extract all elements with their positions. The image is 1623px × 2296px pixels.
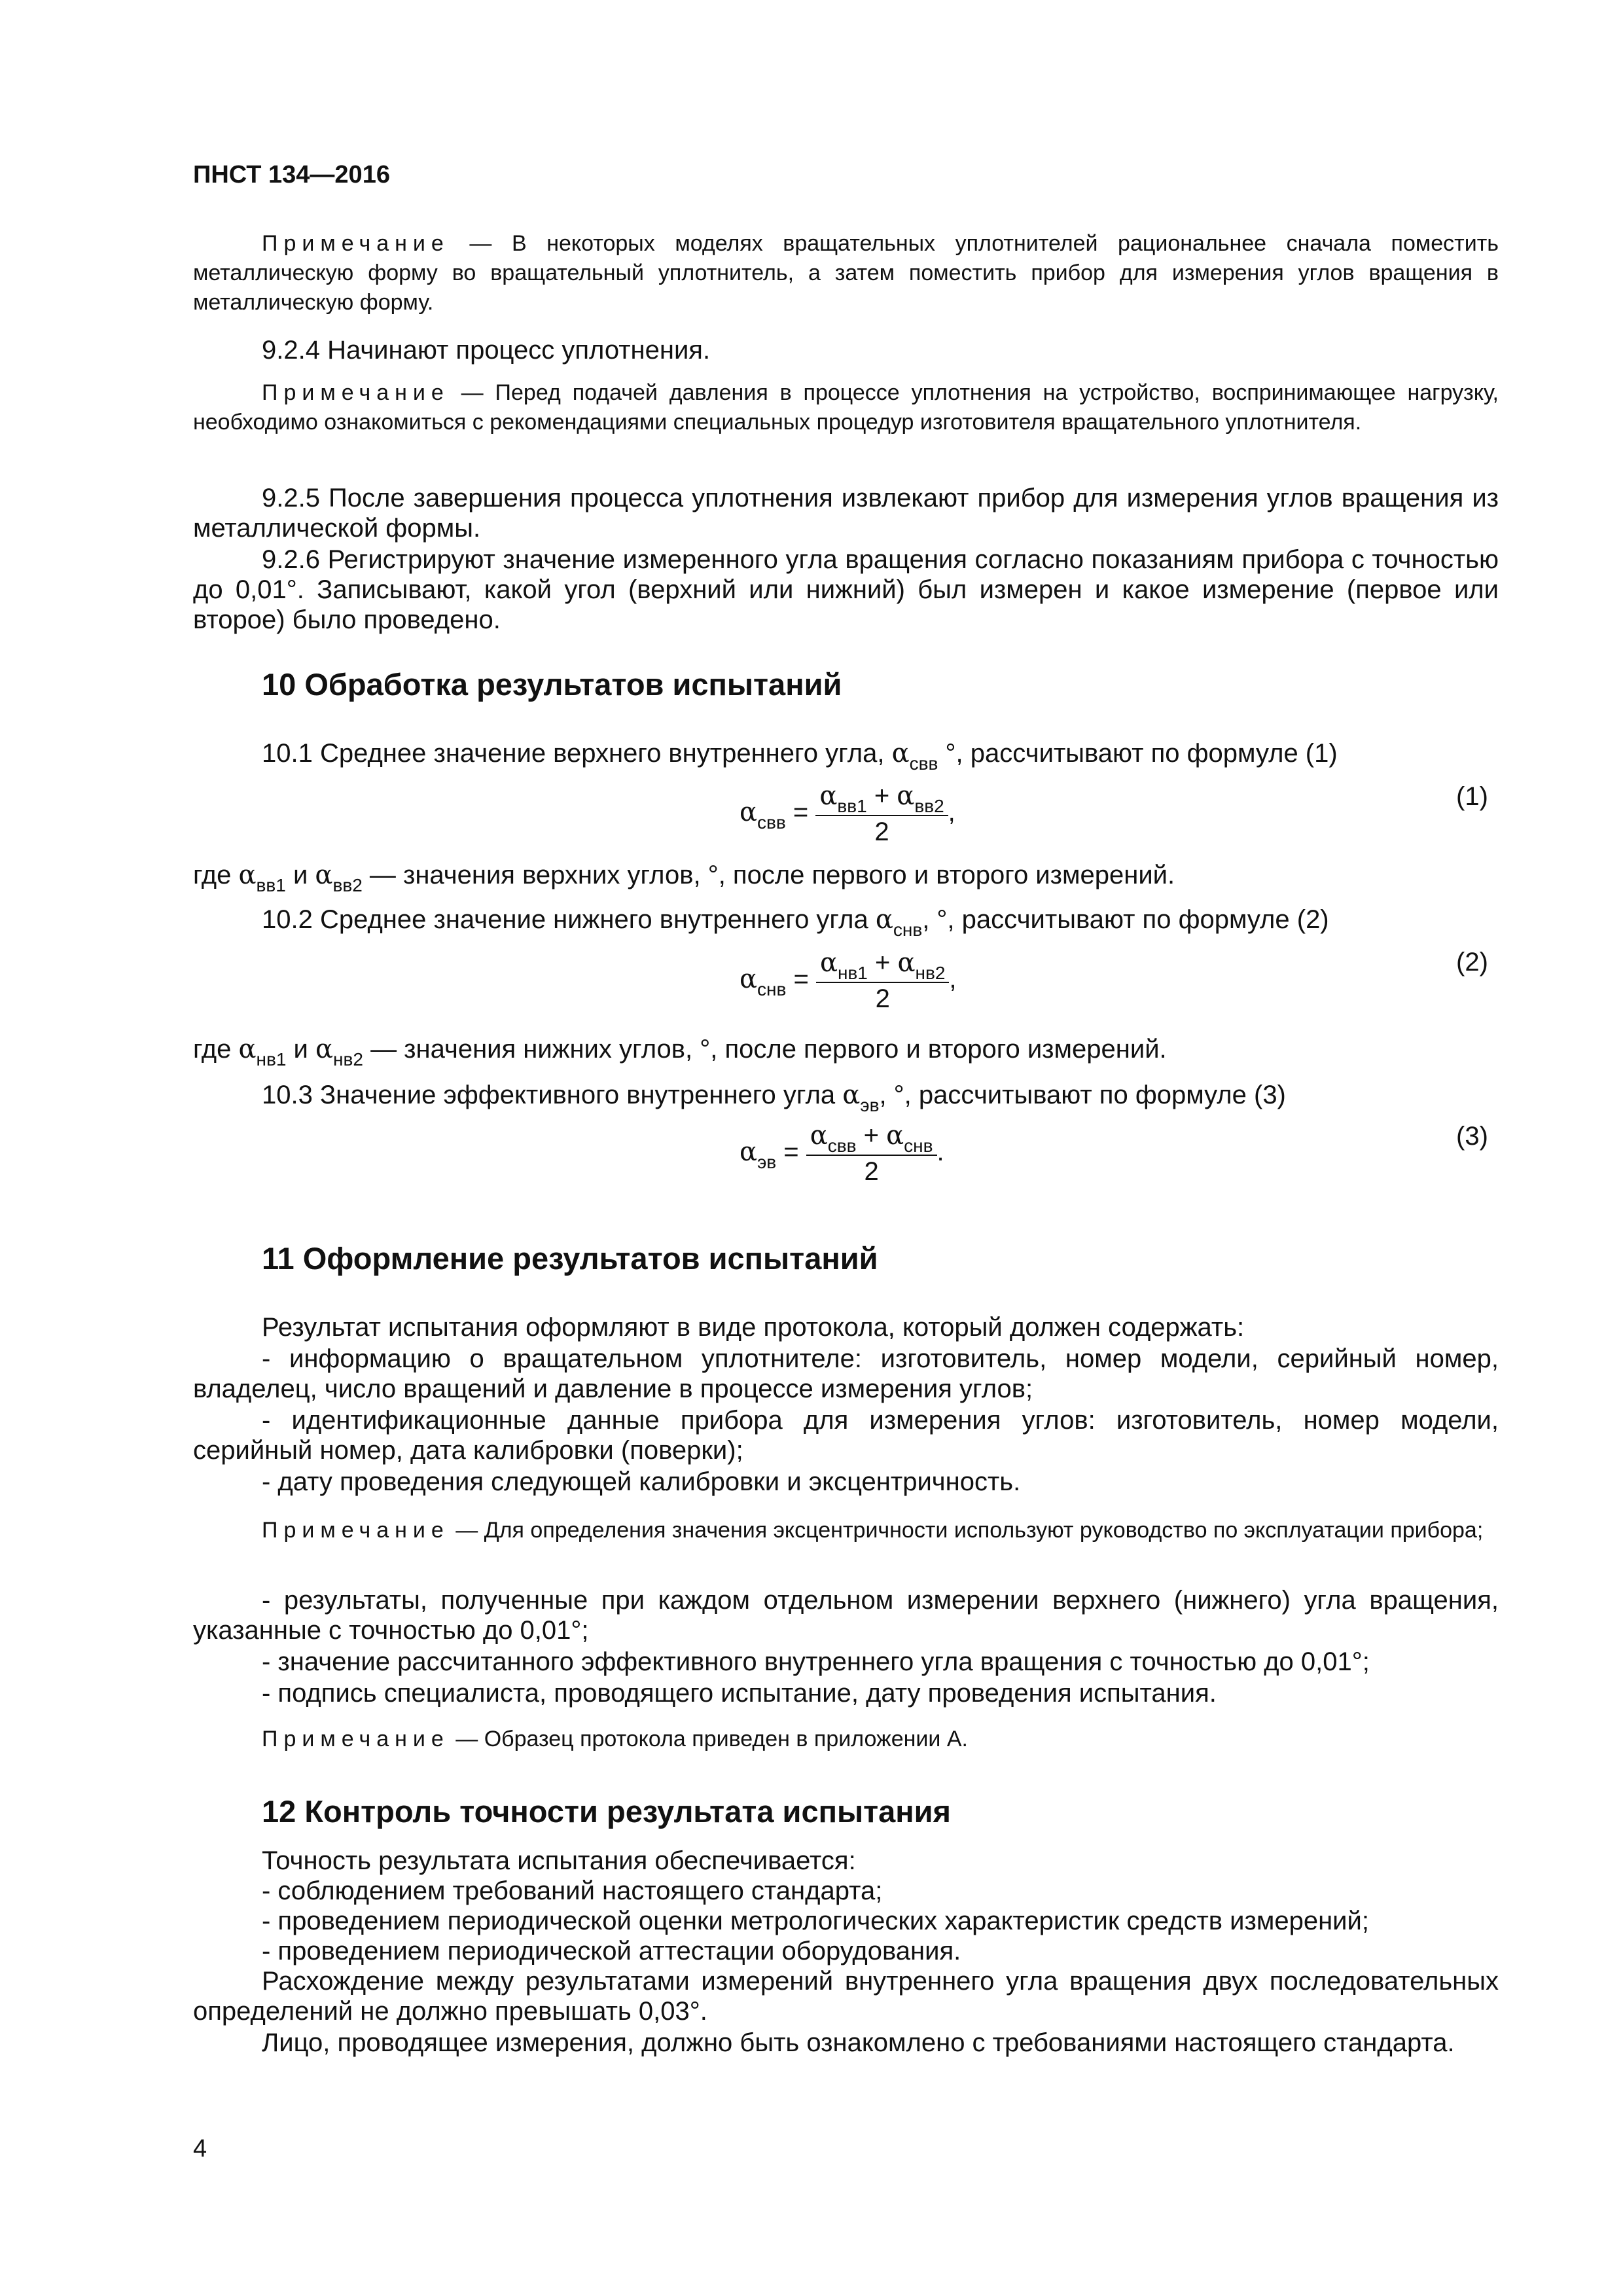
alpha-symbol: α xyxy=(897,948,916,978)
equals-sign: = xyxy=(786,965,816,994)
subscript: свв xyxy=(757,812,786,833)
text-fragment: — значения верхних углов, °, после первого и второго измерений. xyxy=(362,861,1175,889)
subscript: свв xyxy=(827,1136,857,1156)
subscript: нв2 xyxy=(333,1049,363,1069)
text-fragment: где xyxy=(193,861,239,889)
subscript: снв xyxy=(757,979,787,1000)
note-paragraph xyxy=(193,1516,1499,1545)
note-label: Примечание xyxy=(262,1518,450,1543)
alpha-symbol: α xyxy=(740,964,758,995)
note-text: — Образец протокола приведен в приложении А. xyxy=(449,1727,968,1751)
list-item: - проведением периодической аттестации оборудования. xyxy=(262,1937,961,1965)
plus-sign: + xyxy=(867,948,898,977)
numerator xyxy=(816,948,949,983)
paragraph-12-2: Лицо, проводящее измерения, должно быть ознакомлено с требованиями настоящего стандарта. xyxy=(262,2028,1455,2057)
note-text: — Перед подачей давления в процессе уплотнения на устройство, воспринимающее нагрузку, необходимо ознакомиться с рекомендациями специальных процедур изготовителя вращательного уплотнителя. xyxy=(193,380,1499,435)
text-fragment: 10.2 Среднее значение нижнего внутреннего угла xyxy=(262,905,876,934)
where-clause-1 xyxy=(193,860,1499,893)
punctuation: , xyxy=(949,965,957,994)
fraction xyxy=(815,781,948,847)
note-text: — В некоторых моделях вращательных уплотнителей рациональнее сначала поместить металлическую форму во вращательный уплотнитель, а затем поместить прибор для измерения углов вращения в металлическую форму. xyxy=(193,231,1499,315)
numerator xyxy=(815,781,948,816)
subscript: вв1 xyxy=(837,796,867,816)
list-item: - подпись специалиста, проводящего испытание, дату проведения испытания. xyxy=(262,1679,1217,1708)
page-number: 4 xyxy=(193,2135,207,2162)
list-item: - дату проведения следующей калибровки и эксцентричность. xyxy=(262,1467,1021,1496)
alpha-symbol: α xyxy=(238,860,257,890)
text-fragment: , °, рассчитывают по формуле (3) xyxy=(879,1081,1286,1109)
subscript: эв xyxy=(757,1152,777,1173)
alpha-symbol: α xyxy=(891,738,910,768)
formula-1 xyxy=(740,781,955,847)
text-fragment: 10.3 Значение эффективного внутреннего угла xyxy=(262,1081,843,1109)
note-paragraph xyxy=(193,1725,1499,1754)
list-item: - результаты, полученные при каждом отдельном измерении верхнего (нижнего) угла вращения, указанные с точностью до 0,01°; xyxy=(193,1586,1499,1645)
text-fragment: и xyxy=(286,1035,316,1064)
subscript: вв2 xyxy=(914,796,944,816)
fraction xyxy=(816,948,949,1014)
paragraph-intro-12: Точность результата испытания обеспечивается: xyxy=(262,1846,856,1875)
punctuation: , xyxy=(948,798,955,827)
subscript: свв xyxy=(909,753,938,774)
note-paragraph xyxy=(193,378,1499,437)
text-fragment: и xyxy=(285,861,315,889)
subscript: эв xyxy=(860,1095,880,1115)
equals-sign: = xyxy=(776,1138,806,1167)
subscript: нв1 xyxy=(256,1049,287,1069)
plus-sign: + xyxy=(856,1121,887,1150)
section-heading-10: 10 Обработка результатов испытаний xyxy=(262,667,842,702)
paragraph-9-2-5: 9.2.5 После завершения процесса уплотнения извлекают прибор для измерения углов вращения из металлической формы. xyxy=(193,484,1499,543)
list-item: - идентификационные данные прибора для измерения углов: изготовитель, номер модели, серийный номер, дата калибровки (поверки); xyxy=(193,1406,1499,1465)
paragraph-9-2-4: 9.2.4 Начинают процесс уплотнения. xyxy=(262,336,711,365)
subscript: снв xyxy=(904,1136,933,1156)
text-fragment: где xyxy=(193,1035,239,1064)
equation-number: (2) xyxy=(1456,948,1488,977)
text-fragment: °, рассчитывают по формуле (1) xyxy=(938,739,1338,768)
equals-sign: = xyxy=(785,798,816,827)
list-item: - соблюдением требований настоящего стандарта; xyxy=(262,1876,883,1905)
alpha-symbol: α xyxy=(819,781,838,811)
alpha-symbol: α xyxy=(897,781,915,811)
alpha-symbol: α xyxy=(740,797,758,828)
text-fragment: , °, рассчитывают по формуле (2) xyxy=(922,905,1329,934)
alpha-symbol: α xyxy=(740,1137,758,1168)
subscript: снв xyxy=(893,920,923,940)
list-item: - значение рассчитанного эффективного внутреннего угла вращения с точностью до 0,01°; xyxy=(262,1647,1370,1676)
punctuation: . xyxy=(936,1138,944,1167)
paragraph-9-2-6: 9.2.6 Регистрируют значение измеренного угла вращения согласно показаниям прибора с точностью до 0,01°. Записывают, какой угол (верхний или нижний) был измерен и какое измерение (первое или второе) было проведено. xyxy=(193,545,1499,634)
text-fragment: — значения нижних углов, °, после первого и второго измерений. xyxy=(363,1035,1167,1064)
section-heading-11: 11 Оформление результатов испытаний xyxy=(262,1241,878,1276)
note-text: — Для определения значения эксцентричности используют руководство по эксплуатации прибора; xyxy=(449,1518,1484,1543)
alpha-symbol: α xyxy=(810,1121,828,1151)
subscript: нв2 xyxy=(915,963,946,983)
formula-3 xyxy=(740,1121,944,1187)
subscript: вв2 xyxy=(332,875,363,895)
alpha-symbol: α xyxy=(315,1034,334,1064)
note-label: Примечание xyxy=(262,231,450,256)
alpha-symbol: α xyxy=(238,1034,257,1064)
equation-number: (3) xyxy=(1456,1122,1488,1151)
paragraph-10-3 xyxy=(193,1080,1499,1113)
numerator xyxy=(806,1121,937,1156)
where-clause-2 xyxy=(193,1034,1499,1067)
list-item: - информацию о вращательном уплотнителе: изготовитель, номер модели, серийный номер, владелец, число вращений и давление в процессе измерения углов; xyxy=(193,1344,1499,1403)
alpha-symbol: α xyxy=(875,905,893,935)
subscript: вв1 xyxy=(256,875,286,895)
paragraph-intro-11: Результат испытания оформляют в виде протокола, который должен содержать: xyxy=(262,1313,1245,1342)
denominator: 2 xyxy=(874,817,889,846)
fraction xyxy=(806,1121,937,1187)
paragraph-12-1: Расхождение между результатами измерений внутреннего угла вращения двух последовательных определений не должно превышать 0,03°. xyxy=(193,1967,1499,2026)
note-label: Примечание xyxy=(262,380,450,405)
paragraph-10-1 xyxy=(193,738,1499,774)
denominator: 2 xyxy=(875,984,890,1013)
alpha-symbol: α xyxy=(315,860,333,890)
list-item: - проведением периодической оценки метрологических характеристик средств измерений; xyxy=(262,1907,1369,1935)
formula-2 xyxy=(740,948,957,1014)
text-fragment: 10.1 Среднее значение верхнего внутреннего угла, xyxy=(262,739,892,768)
alpha-symbol: α xyxy=(886,1121,904,1151)
document-header: ПНСТ 134—2016 xyxy=(193,161,390,188)
denominator: 2 xyxy=(864,1157,879,1186)
paragraph-10-2 xyxy=(193,905,1499,940)
equation-number: (1) xyxy=(1456,782,1488,811)
note-paragraph xyxy=(193,229,1499,317)
subscript: нв1 xyxy=(837,963,868,983)
alpha-symbol: α xyxy=(819,948,838,978)
section-heading-12: 12 Контроль точности результата испытания xyxy=(262,1794,951,1829)
plus-sign: + xyxy=(866,781,897,810)
alpha-symbol: α xyxy=(842,1080,861,1110)
note-label: Примечание xyxy=(262,1727,450,1751)
